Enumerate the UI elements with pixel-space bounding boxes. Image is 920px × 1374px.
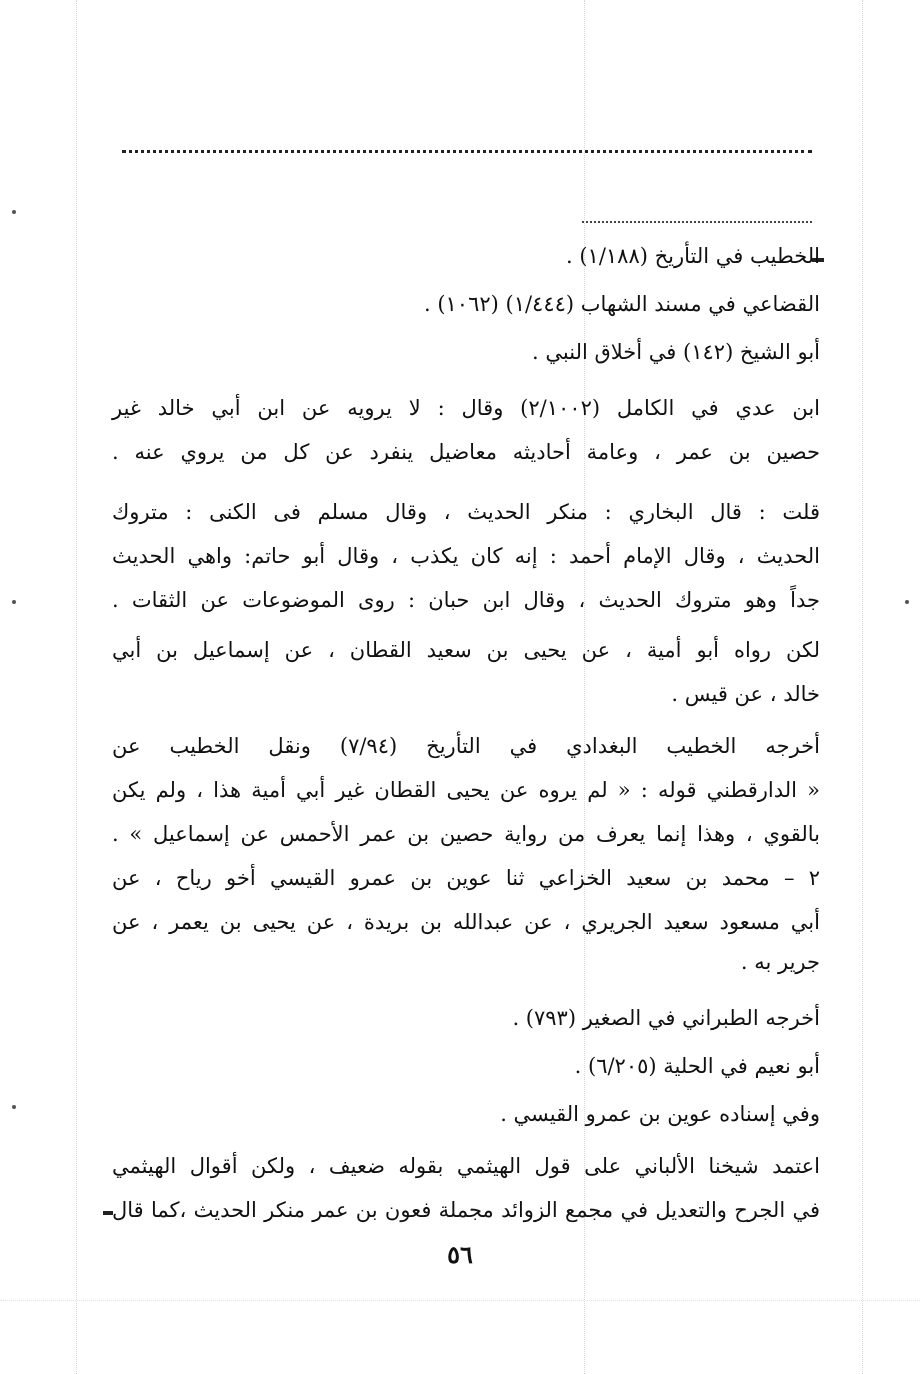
- dotted-separator-short: [582, 221, 812, 223]
- text-line: أبو نعيم في الحلية (٦/٢٠٥) .: [574, 1054, 820, 1078]
- text-line: القضاعي في مسند الشهاب (١/٤٤٤) (١٠٦٢) .: [423, 292, 820, 316]
- text-line: خالد ، عن قيس .: [671, 682, 820, 706]
- text-line: أبو الشيخ (١٤٢) في أخلاق النبي .: [532, 340, 820, 364]
- text-line: جداً وهو متروك الحديث ، وقال ابن حبان : روى الموضوعات عن الثقات .: [112, 588, 820, 612]
- page-number: ٥٦: [447, 1240, 473, 1269]
- text-line: ابن عدي في الكامل (٢/١٠٠٢) وقال : لا يرويه عن ابن أبي خالد غير: [112, 396, 821, 420]
- text-line: بالقوي ، وهذا إنما يعرف من رواية حصين بن عمر الأحمس عن إسماعيل » .: [112, 822, 820, 846]
- text-line: ٢ – محمد بن سعيد الخزاعي ثنا عوين بن عمرو القيسي أخو رياح ، عن: [112, 866, 820, 890]
- dotted-separator: [122, 150, 812, 153]
- guide-line: [862, 0, 863, 1374]
- text-line: جرير به .: [740, 950, 820, 974]
- scan-speck: [12, 210, 16, 214]
- text-line: اعتمد شيخنا الألباني على قول الهيثمي بقوله ضعيف ، ولكن أقوال الهيثمي: [112, 1154, 820, 1178]
- text-line: الحديث ، وقال الإمام أحمد : إنه كان يكذب ، وقال أبو حاتم: واهي الحديث: [112, 544, 820, 568]
- text-line: لكن رواه أبو أمية ، عن يحيى بن سعيد القطان ، عن إسماعيل بن أبي: [112, 638, 820, 662]
- text-line: أخرجه الخطيب البغدادي في التأريخ (٧/٩٤) ونقل الخطيب عن: [112, 734, 820, 758]
- text-line: « الدارقطني قوله : « لم يروه عن يحيى القطان غير أبي أمية هذا ، ولم يكن: [112, 778, 820, 802]
- scan-speck: [12, 600, 16, 604]
- text-line: في الجرح والتعديل في مجمع الزوائد مجملة فعون بن عمر منكر الحديث ،كما قال: [112, 1198, 820, 1222]
- guide-line: [0, 1300, 920, 1301]
- text-line: حصين بن عمر ، وعامة أحاديثه معاضيل ينفرد عن كل من يروي عنه .: [112, 440, 820, 464]
- guide-line: [76, 0, 77, 1374]
- text-line: الخطيب في التأريخ (١/١٨٨) .: [566, 244, 820, 268]
- text-line: أبي مسعود سعيد الجريري ، عن عبدالله بن بريدة ، عن يحيى بن يعمر ، عن: [112, 910, 820, 934]
- scan-speck: [12, 1105, 16, 1109]
- text-line: أخرجه الطبراني في الصغير (٧٩٣) .: [512, 1006, 820, 1030]
- text-line: وفي إسناده عوين بن عمرو القيسي .: [500, 1102, 820, 1126]
- text-line: قلت : قال البخاري : منكر الحديث ، وقال مسلم فى الكنى : متروك: [112, 500, 820, 524]
- scan-speck: [905, 600, 909, 604]
